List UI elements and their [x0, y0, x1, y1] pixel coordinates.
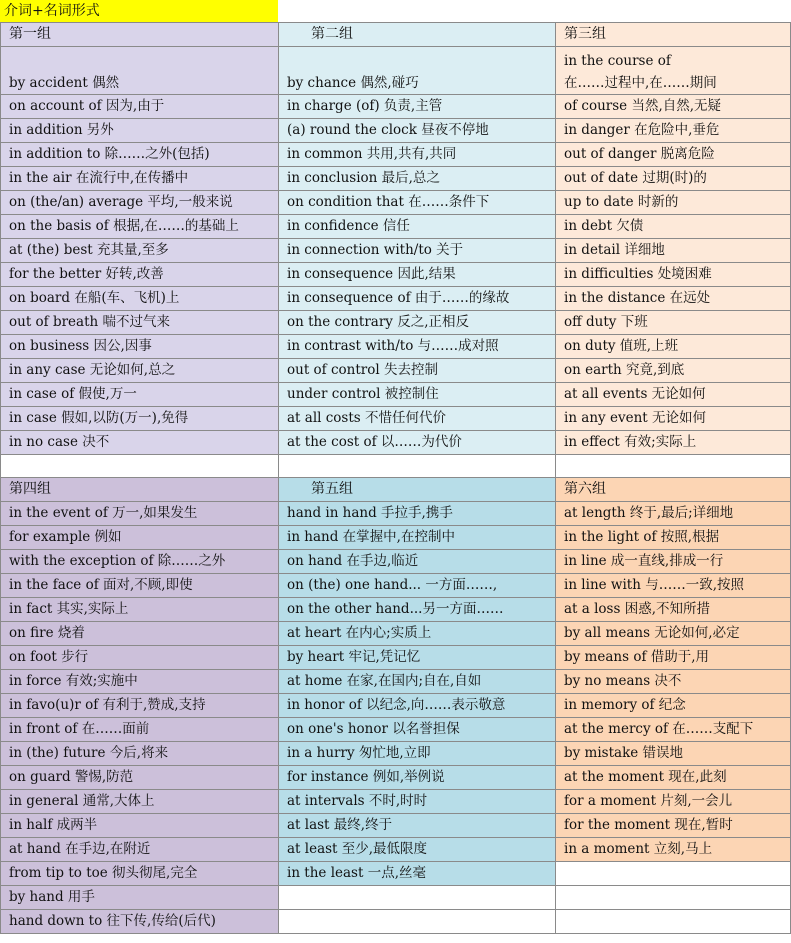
table-row [1, 47, 791, 95]
table-cell: in addition to 除……之外(包括) [1, 143, 279, 167]
table-row [1, 766, 791, 790]
cell-line: in the course of [564, 53, 671, 69]
table-cell: in detail 详细地 [556, 239, 791, 263]
group-header: 第四组 [1, 478, 279, 502]
table-cell: in honor of 以纪念,向……表示敬意 [279, 694, 556, 718]
table-row [1, 407, 791, 431]
empty-cell [556, 862, 791, 886]
table-cell: for a moment 片刻,一会儿 [556, 790, 791, 814]
table-cell: in connection with/to 关于 [279, 239, 556, 263]
table-row [1, 910, 791, 934]
table-cell: in the air 在流行中,在传播中 [1, 167, 279, 191]
table-row [1, 263, 791, 287]
table-cell: out of control 失去控制 [279, 359, 556, 383]
table-cell: out of breath 喘不过气来 [1, 311, 279, 335]
table-row [1, 622, 791, 646]
table-cell: by means of 借助于,用 [556, 646, 791, 670]
table-row [1, 838, 791, 862]
table-cell: at all events 无论如何 [556, 383, 791, 407]
table-row [1, 143, 791, 167]
table-cell: at the cost of 以……为代价 [279, 431, 556, 455]
table-cell: in favo(u)r of 有利于,赞成,支持 [1, 694, 279, 718]
table-row [1, 550, 791, 574]
table-row [1, 598, 791, 622]
table-row [1, 694, 791, 718]
table-cell [556, 47, 791, 95]
table-cell: on fire 烧着 [1, 622, 279, 646]
table-cell: in a moment 立刻,马上 [556, 838, 791, 862]
table-cell: at the mercy of 在……支配下 [556, 718, 791, 742]
table-cell: in line with 与……一致,按照 [556, 574, 791, 598]
table-cell: in case of 假使,万一 [1, 383, 279, 407]
table-cell: on hand 在手边,临近 [279, 550, 556, 574]
table-cell: by chance 偶然,碰巧 [279, 47, 556, 95]
table-row [1, 287, 791, 311]
table-cell: on foot 步行 [1, 646, 279, 670]
table-cell: on the other hand...另一方面…… [279, 598, 556, 622]
table-row [1, 335, 791, 359]
table-cell: in consequence 因此,结果 [279, 263, 556, 287]
table-cell: in general 通常,大体上 [1, 790, 279, 814]
table-cell: at (the) best 充其量,至多 [1, 239, 279, 263]
table-cell: by no means 决不 [556, 670, 791, 694]
empty-cell [279, 886, 556, 910]
table-cell: in effect 有效;实际上 [556, 431, 791, 455]
table-cell: on condition that 在……条件下 [279, 191, 556, 215]
table-cell: on duty 值班,上班 [556, 335, 791, 359]
table-cell: for instance 例如,举例说 [279, 766, 556, 790]
header-row [1, 23, 791, 47]
table-cell: up to date 时新的 [556, 191, 791, 215]
table-row [1, 718, 791, 742]
table-cell: in any case 无论如何,总之 [1, 359, 279, 383]
table-cell: at a loss 困惑,不知所措 [556, 598, 791, 622]
table-cell: at heart 在内心;实质上 [279, 622, 556, 646]
table-cell: in no case 决不 [1, 431, 279, 455]
table-cell: in the least 一点,丝毫 [279, 862, 556, 886]
table-row [1, 239, 791, 263]
cell-line: 在……过程中,在……期间 [564, 75, 717, 91]
table-row [1, 431, 791, 455]
group-header: 第二组 [279, 23, 556, 47]
table-cell: for the moment 现在,暂时 [556, 814, 791, 838]
table-cell: in charge (of) 负责,主管 [279, 95, 556, 119]
table-row [1, 862, 791, 886]
table-cell: on guard 警惕,防范 [1, 766, 279, 790]
table-cell: on the contrary 反之,正相反 [279, 311, 556, 335]
table-row [1, 359, 791, 383]
table-cell: in consequence of 由于……的缘故 [279, 287, 556, 311]
table-cell: at hand 在手边,在附近 [1, 838, 279, 862]
empty-cell [556, 910, 791, 934]
table-cell: at least 至少,最低限度 [279, 838, 556, 862]
table-row [1, 311, 791, 335]
table-cell: in front of 在……面前 [1, 718, 279, 742]
table-cell: of course 当然,自然,无疑 [556, 95, 791, 119]
table-row [1, 646, 791, 670]
table-cell: in difficulties 处境困难 [556, 263, 791, 287]
table-row [1, 790, 791, 814]
table-cell: on (the) one hand... 一方面……, [279, 574, 556, 598]
table-cell: hand down to 往下传,传给(后代) [1, 910, 279, 934]
table-cell: in hand 在掌握中,在控制中 [279, 526, 556, 550]
table-cell: by accident 偶然 [1, 47, 279, 95]
table-cell: in memory of 纪念 [556, 694, 791, 718]
table-cell: in confidence 信任 [279, 215, 556, 239]
table-cell: under control 被控制住 [279, 383, 556, 407]
phrase-table [0, 22, 791, 934]
table-cell: by mistake 错误地 [556, 742, 791, 766]
table-cell: on (the/an) average 平均,一般来说 [1, 191, 279, 215]
group-header: 第六组 [556, 478, 791, 502]
table-row [1, 215, 791, 239]
page-title: 介词+名词形式 [0, 0, 278, 22]
table-row [1, 670, 791, 694]
spacer-cell [279, 455, 556, 478]
table-cell: in the face of 面对,不顾,即使 [1, 574, 279, 598]
table-cell: at home 在家,在国内;自在,自如 [279, 670, 556, 694]
table-cell: (a) round the clock 昼夜不停地 [279, 119, 556, 143]
table-cell: on account of 因为,由于 [1, 95, 279, 119]
table-cell: hand in hand 手拉手,携手 [279, 502, 556, 526]
header-row [1, 478, 791, 502]
table-cell: in (the) future 今后,将来 [1, 742, 279, 766]
group-section-1 [1, 23, 791, 455]
table-cell: in line 成一直线,排成一行 [556, 550, 791, 574]
table-row [1, 167, 791, 191]
table-cell: by hand 用手 [1, 886, 279, 910]
table-cell: in the event of 万一,如果发生 [1, 502, 279, 526]
table-cell: for the better 好转,改善 [1, 263, 279, 287]
group-header: 第三组 [556, 23, 791, 47]
table-cell: in contrast with/to 与……成对照 [279, 335, 556, 359]
group-section-2 [1, 478, 791, 934]
table-row [1, 814, 791, 838]
spacer-section [1, 455, 791, 478]
table-cell: with the exception of 除……之外 [1, 550, 279, 574]
table-row [1, 119, 791, 143]
table-cell: at the moment 现在,此刻 [556, 766, 791, 790]
table-row [1, 742, 791, 766]
table-cell: on the basis of 根据,在……的基础上 [1, 215, 279, 239]
table-cell: in case 假如,以防(万一),免得 [1, 407, 279, 431]
table-row [1, 95, 791, 119]
table-row [1, 191, 791, 215]
spacer-cell [556, 455, 791, 478]
table-cell: in common 共用,共有,共同 [279, 143, 556, 167]
table-cell: on business 因公,因事 [1, 335, 279, 359]
table-cell: for example 例如 [1, 526, 279, 550]
table-cell: at intervals 不时,时时 [279, 790, 556, 814]
table-cell: on one's honor 以名誉担保 [279, 718, 556, 742]
table-row [1, 574, 791, 598]
table-cell: in debt 欠债 [556, 215, 791, 239]
table-cell: out of danger 脱离危险 [556, 143, 791, 167]
table-row [1, 383, 791, 407]
table-row [1, 526, 791, 550]
table-cell: by heart 牢记,凭记忆 [279, 646, 556, 670]
table-cell: in any event 无论如何 [556, 407, 791, 431]
table-cell: on earth 究竟,到底 [556, 359, 791, 383]
table-cell: by all means 无论如何,必定 [556, 622, 791, 646]
spacer-cell [1, 455, 279, 478]
group-header: 第五组 [279, 478, 556, 502]
table-row [1, 886, 791, 910]
table-cell: in the light of 按照,根据 [556, 526, 791, 550]
table-row [1, 502, 791, 526]
table-cell: in danger 在危险中,垂危 [556, 119, 791, 143]
table-cell: in the distance 在远处 [556, 287, 791, 311]
table-cell: in force 有效;实施中 [1, 670, 279, 694]
table-cell: out of date 过期(时)的 [556, 167, 791, 191]
group-header: 第一组 [1, 23, 279, 47]
spacer-row [1, 455, 791, 478]
empty-cell [556, 886, 791, 910]
table-cell: in half 成两半 [1, 814, 279, 838]
table-cell: at all costs 不惜任何代价 [279, 407, 556, 431]
table-cell: on board 在船(车、飞机)上 [1, 287, 279, 311]
table-cell: at last 最终,终于 [279, 814, 556, 838]
table-cell: in fact 其实,实际上 [1, 598, 279, 622]
empty-cell [279, 910, 556, 934]
table-cell: off duty 下班 [556, 311, 791, 335]
table-cell: in conclusion 最后,总之 [279, 167, 556, 191]
table-cell: in a hurry 匆忙地,立即 [279, 742, 556, 766]
table-cell: from tip to toe 彻头彻尾,完全 [1, 862, 279, 886]
table-cell: in addition 另外 [1, 119, 279, 143]
table-cell: at length 终于,最后;详细地 [556, 502, 791, 526]
